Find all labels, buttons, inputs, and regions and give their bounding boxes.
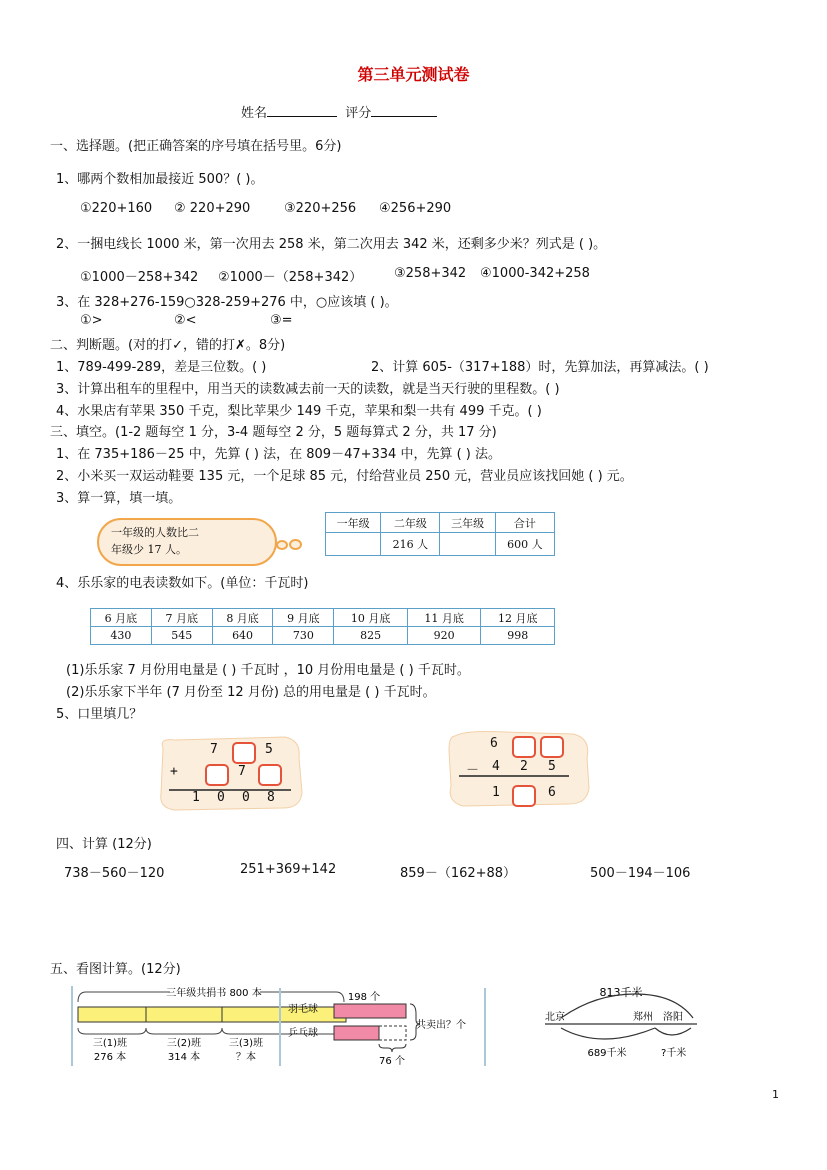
hint-cloud <box>97 518 277 566</box>
plus-sign: + <box>170 764 178 779</box>
result-digit: 6 <box>548 785 556 800</box>
cloud-line-1: 一年级的人数比二 <box>111 526 199 539</box>
table-cell: 640 <box>212 627 273 645</box>
s3-q4a: (1)乐乐家 7 月份用电量是 ( ) 千瓦时 ，10 月份用电量是 ( ) 千瓦时。 <box>66 663 470 678</box>
table-cell: 825 <box>334 627 408 645</box>
answer-box[interactable] <box>540 736 564 758</box>
city-zhengzhou: 郑州 <box>633 1012 653 1023</box>
pingpong-value: 76 个 <box>379 1056 405 1067</box>
table-header: 合计 <box>495 513 554 533</box>
s2-q4: 4、水果店有苹果 350 千克，梨比苹果少 149 千克，苹果和梨一共有 499 千克。( ) <box>56 404 542 419</box>
table-cell-blank[interactable] <box>440 533 495 556</box>
result-digit: 0 <box>217 790 225 805</box>
s1-q2-opt2: ②1000－（258+342） <box>218 270 363 285</box>
class3-label: 三(3)班 <box>228 1038 264 1049</box>
table-cell: 430 <box>91 627 152 645</box>
sum-a-digit: 5 <box>265 742 273 757</box>
answer-box[interactable] <box>232 742 256 764</box>
class2-value: 314 本 <box>167 1052 201 1063</box>
city-beijing: 北京 <box>545 1012 565 1023</box>
table-row <box>91 627 555 645</box>
s1-q2: 2、一捆电线长 1000 米，第一次用去 258 米，第二次用去 342 米，还剩多少米？列式是 ( )。 <box>56 237 607 252</box>
sum-a <box>162 742 292 808</box>
s1-q1-opt2: ② 220+290 <box>174 201 251 216</box>
table-cell: 920 <box>407 627 481 645</box>
table-header: 12 月底 <box>481 609 555 627</box>
class-count-table <box>325 512 555 556</box>
class1-label: 三(1)班 <box>92 1038 128 1049</box>
s1-q2-opt1: ①1000－258+342 <box>80 270 199 285</box>
total-distance: 813千米 <box>599 986 643 999</box>
badminton-value: 198 个 <box>347 992 381 1003</box>
score-label: 评分 <box>345 106 372 121</box>
s1-heading: 一、选择题。(把正确答案的序号填在括号里。6分) <box>50 139 342 154</box>
minus-sign: － <box>466 763 480 778</box>
table-cell: 545 <box>151 627 212 645</box>
result-digit: 0 <box>242 790 250 805</box>
sum-b-digit: 2 <box>520 759 528 774</box>
books-total-label: 三年级共捐书 800 本 <box>166 988 262 999</box>
s1-q3-opt1: ①> <box>80 313 103 328</box>
s1-q1: 1、哪两个数相加最接近 500？( )。 <box>56 172 264 187</box>
s2-q1: 1、789-499-289，差是三位数。( ) <box>56 360 267 375</box>
s4-heading: 四、计算 (12分) <box>56 837 152 852</box>
s3-q5: 5、口里填几？ <box>56 707 143 722</box>
calc-expr-3: 859－（162+88） <box>400 866 517 881</box>
badminton-label: 羽毛球 <box>288 1004 318 1015</box>
s3-q1: 1、在 735+186－25 中，先算 ( ) 法，在 809－47+334 中，先算 ( ) 法。 <box>56 447 502 462</box>
s1-q1-opt4: ④256+290 <box>379 201 452 216</box>
s1-q3: 3、在 328+276-159○328-259+276 中，○应该填 ( )。 <box>56 295 398 310</box>
s1-q1-opt3: ③220+256 <box>284 201 357 216</box>
s3-q3: 3、算一算，填一填。 <box>56 491 182 506</box>
s3-q4: 4、乐乐家的电表读数如下。(单位：千瓦时) <box>56 576 309 591</box>
table-row <box>326 513 555 533</box>
table-header: 6 月底 <box>91 609 152 627</box>
s1-q3-opt2: ②< <box>174 313 197 328</box>
badminton-bar <box>334 1004 406 1018</box>
s1-q2-opt4: ④1000-342+258 <box>480 266 590 281</box>
sum-b-digit: 4 <box>492 759 500 774</box>
table-header: 一年级 <box>326 513 381 533</box>
table-header: 二年级 <box>381 513 440 533</box>
answer-box[interactable] <box>512 736 536 758</box>
pingpong-label: 乒乓球 <box>288 1028 318 1039</box>
sum-a-digit: 7 <box>210 742 218 757</box>
s5-heading: 五、看图计算。(12分) <box>50 962 181 977</box>
s2-q3: 3、计算出租车的里程中，用当天的读数减去前一天的读数，就是当天行驶的里程数。( ) <box>56 382 560 397</box>
table-row <box>91 609 555 627</box>
pingpong-bar <box>334 1026 379 1040</box>
result-digit: 8 <box>267 790 275 805</box>
meter-table <box>90 608 555 645</box>
table-cell: 998 <box>481 627 555 645</box>
table-cell-blank[interactable] <box>326 533 381 556</box>
page-number: 1 <box>772 1088 779 1101</box>
table-header: 10 月底 <box>334 609 408 627</box>
zhengzhou-luoyang-distance: ?千米 <box>661 1048 687 1059</box>
picture-problems <box>70 984 490 1068</box>
s1-q1-opt1: ①220+160 <box>80 201 153 216</box>
table-header: 7 月底 <box>151 609 212 627</box>
table-header: 8 月底 <box>212 609 273 627</box>
score-blank[interactable] <box>371 104 437 117</box>
table-row <box>326 533 555 556</box>
s3-q4b: (2)乐乐家下半年 (7 月份至 12 月份) 总的用电量是 ( ) 千瓦时。 <box>66 685 436 700</box>
s2-q2: 2、计算 605-（317+188）时，先算加法，再算减法。( ) <box>371 360 709 375</box>
class1-value: 276 本 <box>93 1052 127 1063</box>
s1-q2-opt3: ③258+342 <box>394 266 467 281</box>
s3-q2: 2、小米买一双运动鞋要 135 元，一个足球 85 元，付给营业员 250 元，营业员应该找回她 ( ) 元。 <box>56 469 633 484</box>
cloud-bubble <box>276 540 288 550</box>
pingpong-diff <box>379 1026 406 1040</box>
total-sold-label: 共卖出？个 <box>416 1020 466 1031</box>
answer-box[interactable] <box>512 785 536 807</box>
cloud-bubble <box>289 539 302 550</box>
table-cell: 730 <box>273 627 334 645</box>
s2-heading: 二、判断题。(对的打✓，错的打✗。8分) <box>50 338 286 353</box>
answer-box[interactable] <box>258 764 282 786</box>
s1-q3-opt3: ③= <box>270 313 293 328</box>
table-cell: 216 人 <box>381 533 440 556</box>
page-title: 第三单元测试卷 <box>357 65 470 84</box>
city-luoyang: 洛阳 <box>663 1012 683 1023</box>
table-header: 9 月底 <box>273 609 334 627</box>
table-header: 11 月底 <box>407 609 481 627</box>
beijing-zhengzhou-distance: 689千米 <box>587 1048 627 1059</box>
distance-map <box>525 984 715 1066</box>
table-cell: 600 人 <box>495 533 554 556</box>
sum-b <box>460 736 580 806</box>
answer-box[interactable] <box>205 764 229 786</box>
calc-expr-2: 251+369+142 <box>240 862 337 877</box>
result-digit: 1 <box>192 790 200 805</box>
class2-label: 三(2)班 <box>166 1038 202 1049</box>
name-blank[interactable] <box>267 104 337 117</box>
name-label: 姓名 <box>241 106 268 121</box>
result-digit: 1 <box>492 785 500 800</box>
s3-heading: 三、填空。(1-2 题每空 1 分，3-4 题每空 2 分，5 题每算式 2 分，共 17 分) <box>50 425 497 440</box>
calc-expr-4: 500－194－106 <box>590 866 691 881</box>
sum-a-digit: 7 <box>238 764 246 779</box>
table-header: 三年级 <box>440 513 495 533</box>
name-score-line <box>241 102 437 121</box>
cloud-line-2: 年级少 17 人。 <box>111 543 187 556</box>
sum-b-digit: 6 <box>490 736 498 751</box>
calc-expr-1: 738－560－120 <box>64 866 165 881</box>
sum-b-digit: 5 <box>548 759 556 774</box>
class3-value: ？本 <box>236 1052 256 1063</box>
